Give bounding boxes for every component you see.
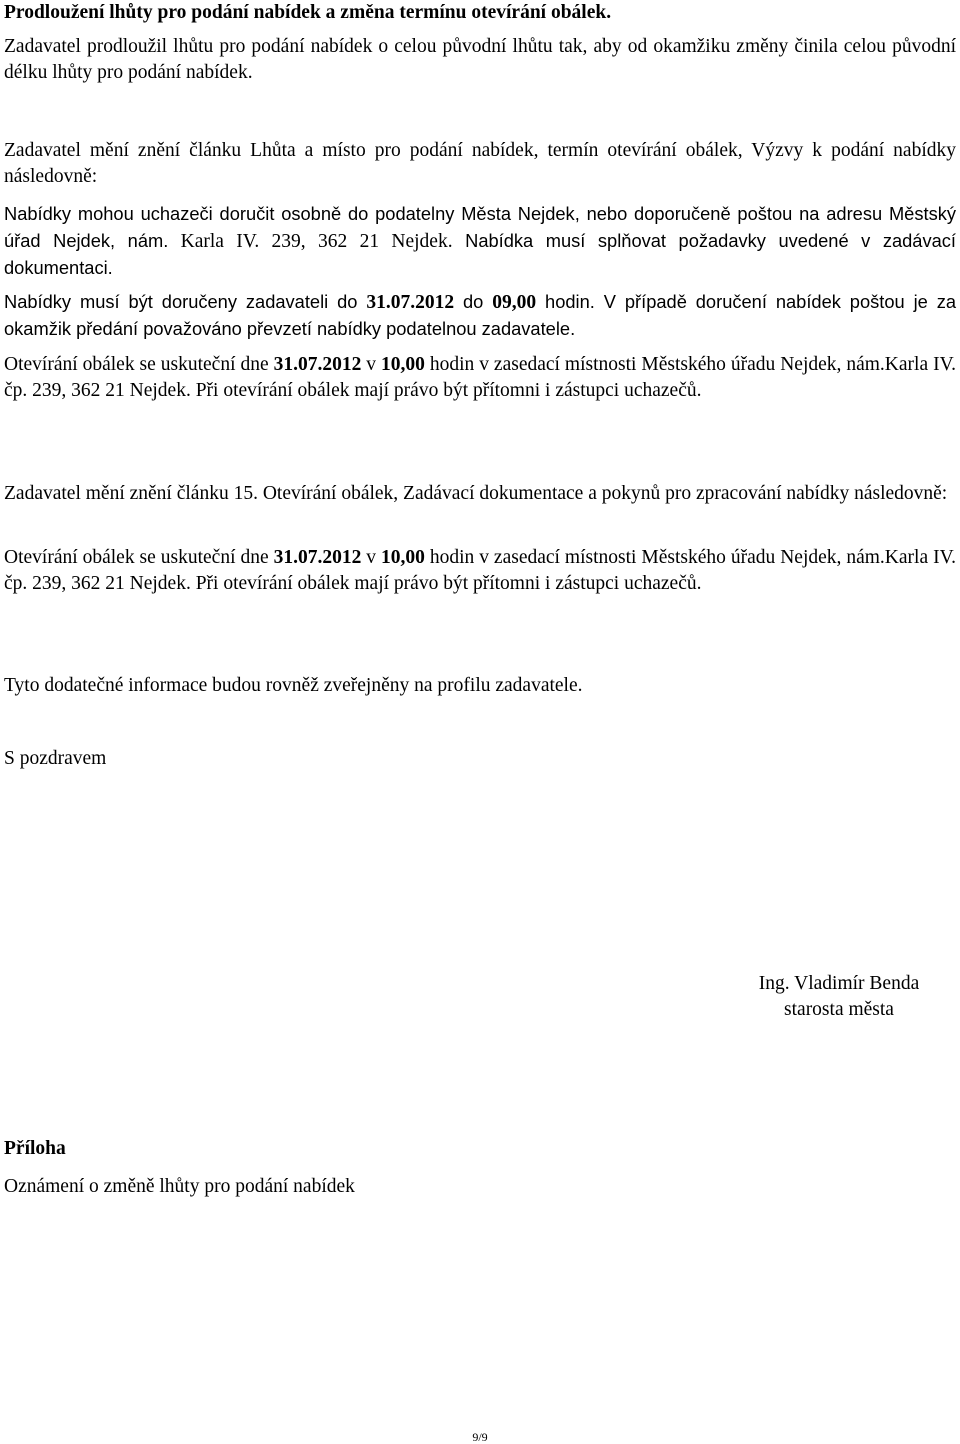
closing-greeting: S pozdravem (4, 748, 107, 769)
postal-delivery-text: V případě doručení nabídek poštou je za okamžik předání považováno převzetí nabídky podatelnou zadavatele. (4, 291, 957, 339)
publish-note: Tyto dodatečné informace budou rovněž zveřejněny na profilu zadavatele. (4, 675, 583, 696)
delivery-address: Karla IV. 239, 362 21 Nejdek. (168, 231, 453, 252)
opening-paragraph-2 (4, 545, 956, 597)
attachment-item: Oznámení o změně lhůty pro podání nabídek (4, 1176, 355, 1197)
section-heading: Prodloužení lhůty pro podání nabídek a změna termínu otevírání obálek. (4, 2, 612, 23)
opening-date: 31.07.2012 (273, 354, 362, 375)
signatory-title: starosta města (784, 999, 894, 1020)
deadline-post: hodin. (536, 291, 595, 312)
change2-lead: Zadavatel mění znění článku 15. Otevírání obálek, Zadávací dokumentace a pokynů pro zpracování nabídky následovně: (4, 483, 948, 504)
attachment-label: Příloha (4, 1138, 66, 1159)
opening-date: 31.07.2012 (273, 547, 362, 568)
deadline-mid: do (454, 291, 493, 312)
delivery-requirements: Nabídka musí splňovat požadavky uvedené v zadávací dokumentaci. (4, 230, 956, 278)
opening-paragraph-1 (4, 352, 956, 404)
deadline-text: Nabídky musí být doručeny zadavateli do (4, 291, 367, 312)
opening-mid: v (361, 354, 381, 375)
opening-text: Otevírání obálek se uskuteční dne (4, 354, 274, 375)
opening-mid: v (361, 547, 381, 568)
opening-place: hodin v zasedací místnosti Městského úřadu Nejdek, nám.Karla IV. čp. 239, 362 21 Nejdek. Při otevírání obálek mají právo být přítomni i zástupci uchazečů. (4, 354, 957, 401)
deadline-paragraph (4, 289, 956, 343)
change1-lead: Zadavatel mění znění článku Lhůta a místo pro podání nabídek, termín otevírání obálek, Výzvy k podání nabídky následovně: (4, 140, 956, 187)
delivery-paragraph (4, 201, 956, 282)
opening-time: 10,00 (381, 547, 425, 568)
intro-paragraph: Zadavatel prodloužil lhůtu pro podání nabídek o celou původní lhůtu tak, aby od okamžiku změny činila celou původní délku lhůty pro podání nabídek. (4, 36, 956, 83)
delivery-text: Nabídky mohou uchazeči doručit osobně do podatelny Města Nejdek, nebo doporučeně poštou na adresu Městský úřad Nejdek, nám. (4, 203, 956, 251)
signatory-name: Ing. Vladimír Benda (758, 973, 920, 994)
opening-text: Otevírání obálek se uskuteční dne (4, 547, 274, 568)
opening-place: hodin v zasedací místnosti Městského úřadu Nejdek, nám.Karla IV. čp. 239, 362 21 Nejdek. Při otevírání obálek mají právo být přítomni i zástupci uchazečů. (4, 547, 957, 594)
page-number: 9/9 (472, 1430, 488, 1444)
deadline-date: 31.07.2012 (366, 292, 455, 313)
opening-time: 10,00 (381, 354, 425, 375)
deadline-time: 09,00 (492, 292, 537, 313)
